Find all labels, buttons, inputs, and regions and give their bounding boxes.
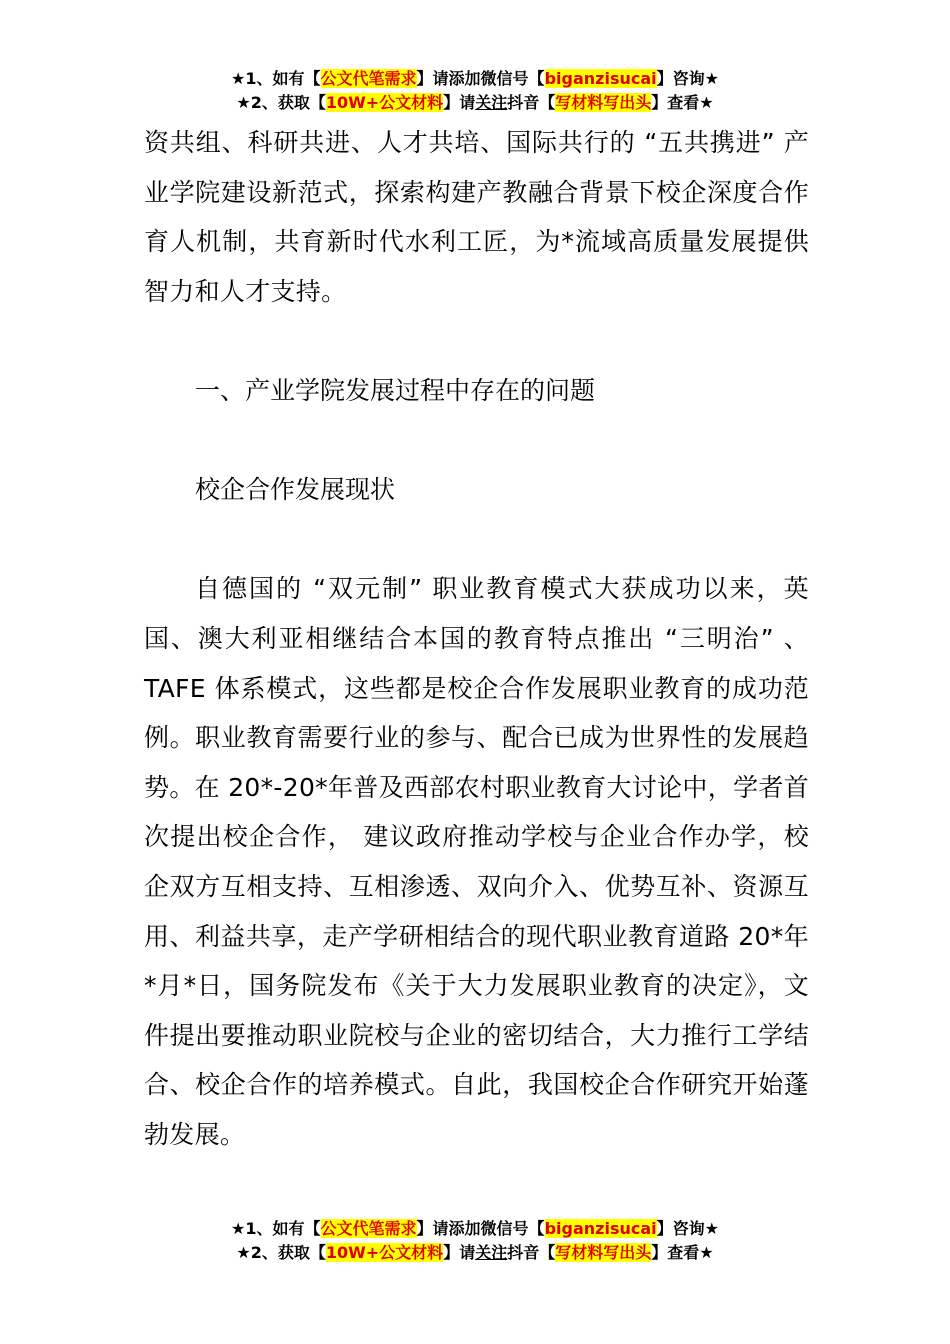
promo-emphasis: 添加: [448, 69, 481, 88]
promo-text: 】请: [416, 1219, 449, 1238]
spacer: [144, 416, 809, 466]
promo-line-2: [0, 91, 950, 115]
promo-highlight: 10W+公文材料: [325, 1243, 444, 1262]
subsection-heading: 校企合作发展现状: [195, 475, 396, 505]
promo-wechat-id: biganzisucai: [544, 1219, 657, 1238]
body-paragraph: 自德国的 “双元制” 职业教育模式大获成功以来，英国、澳大利亚相继结合本国的教育特点推出 “三明治” 、TAFE 体系模式，这些都是校企合作发展职业教育的成功范例。职业教育需要行业的参与、配合已成为世界性的发展趋势。在 20*-20*年普及西部农村职业教育大讨论中，学者首次提出校企合作， 建议政府推动学校与企业合作办学，校企双方互相支持、互相渗透、双向介入、优势互补、资源互用、利益共享，走产学研相结合的现代职业教育道路 20*年*月*日，国务院发布《关于大力发展职业教育的决定》，文件提出要推动职业院校与企业的密切结合，大力推行工学结合、校企合作的培养模式。自此，我国校企合作研究开始蓬勃发展。: [144, 574, 809, 1149]
promo-highlight: 公文代笔需求: [320, 1219, 417, 1238]
promo-wechat-id: biganzisucai: [544, 69, 657, 88]
spacer: [144, 515, 809, 565]
promo-text: 微信号【: [480, 1219, 545, 1238]
promo-text: ★2、获取【: [236, 93, 326, 112]
promo-text: ★1、如有【: [231, 69, 321, 88]
promo-highlight: 公文代笔需求: [320, 69, 417, 88]
promo-text: ★2、获取【: [236, 1243, 326, 1262]
promo-text: 】咨询★: [656, 1219, 719, 1238]
promo-douyin-account: 写材料写出头: [555, 1243, 652, 1262]
promo-text: ★1、如有【: [231, 1219, 321, 1238]
spacer: [144, 316, 809, 366]
section-heading: 一、产业学院发展过程中存在的问题: [195, 375, 596, 405]
promo-line-1: [0, 1217, 950, 1241]
promo-emphasis: 添加: [448, 1219, 481, 1238]
promo-douyin-account: 写材料写出头: [555, 93, 652, 112]
promo-text: 】请: [443, 93, 476, 112]
promo-text: 】咨询★: [656, 69, 719, 88]
intro-paragraph: 资共组、科研共进、人才共培、国际共行的 “五共携进” 产业学院建设新范式，探索构建产教融合背景下校企深度合作育人机制，共育新时代水利工匠，为*流域高质量发展提供智力和人才支持。: [144, 128, 809, 306]
promo-text: 抖音【: [507, 93, 556, 112]
promo-text: 抖音【: [507, 1243, 556, 1262]
promo-text: 】查看★: [651, 93, 714, 112]
promo-emphasis: 关注: [475, 1243, 508, 1262]
promo-text: 】请: [416, 69, 449, 88]
document-body: [144, 118, 809, 1159]
promo-text: 】查看★: [651, 1243, 714, 1262]
promo-text: 】请: [443, 1243, 476, 1262]
promo-line-2: [0, 1241, 950, 1265]
footer-promo-banner: [0, 1217, 950, 1265]
header-promo-banner: [0, 67, 950, 115]
promo-line-1: [0, 67, 950, 91]
promo-highlight: 10W+公文材料: [325, 93, 444, 112]
promo-emphasis: 关注: [475, 93, 508, 112]
promo-text: 微信号【: [480, 69, 545, 88]
